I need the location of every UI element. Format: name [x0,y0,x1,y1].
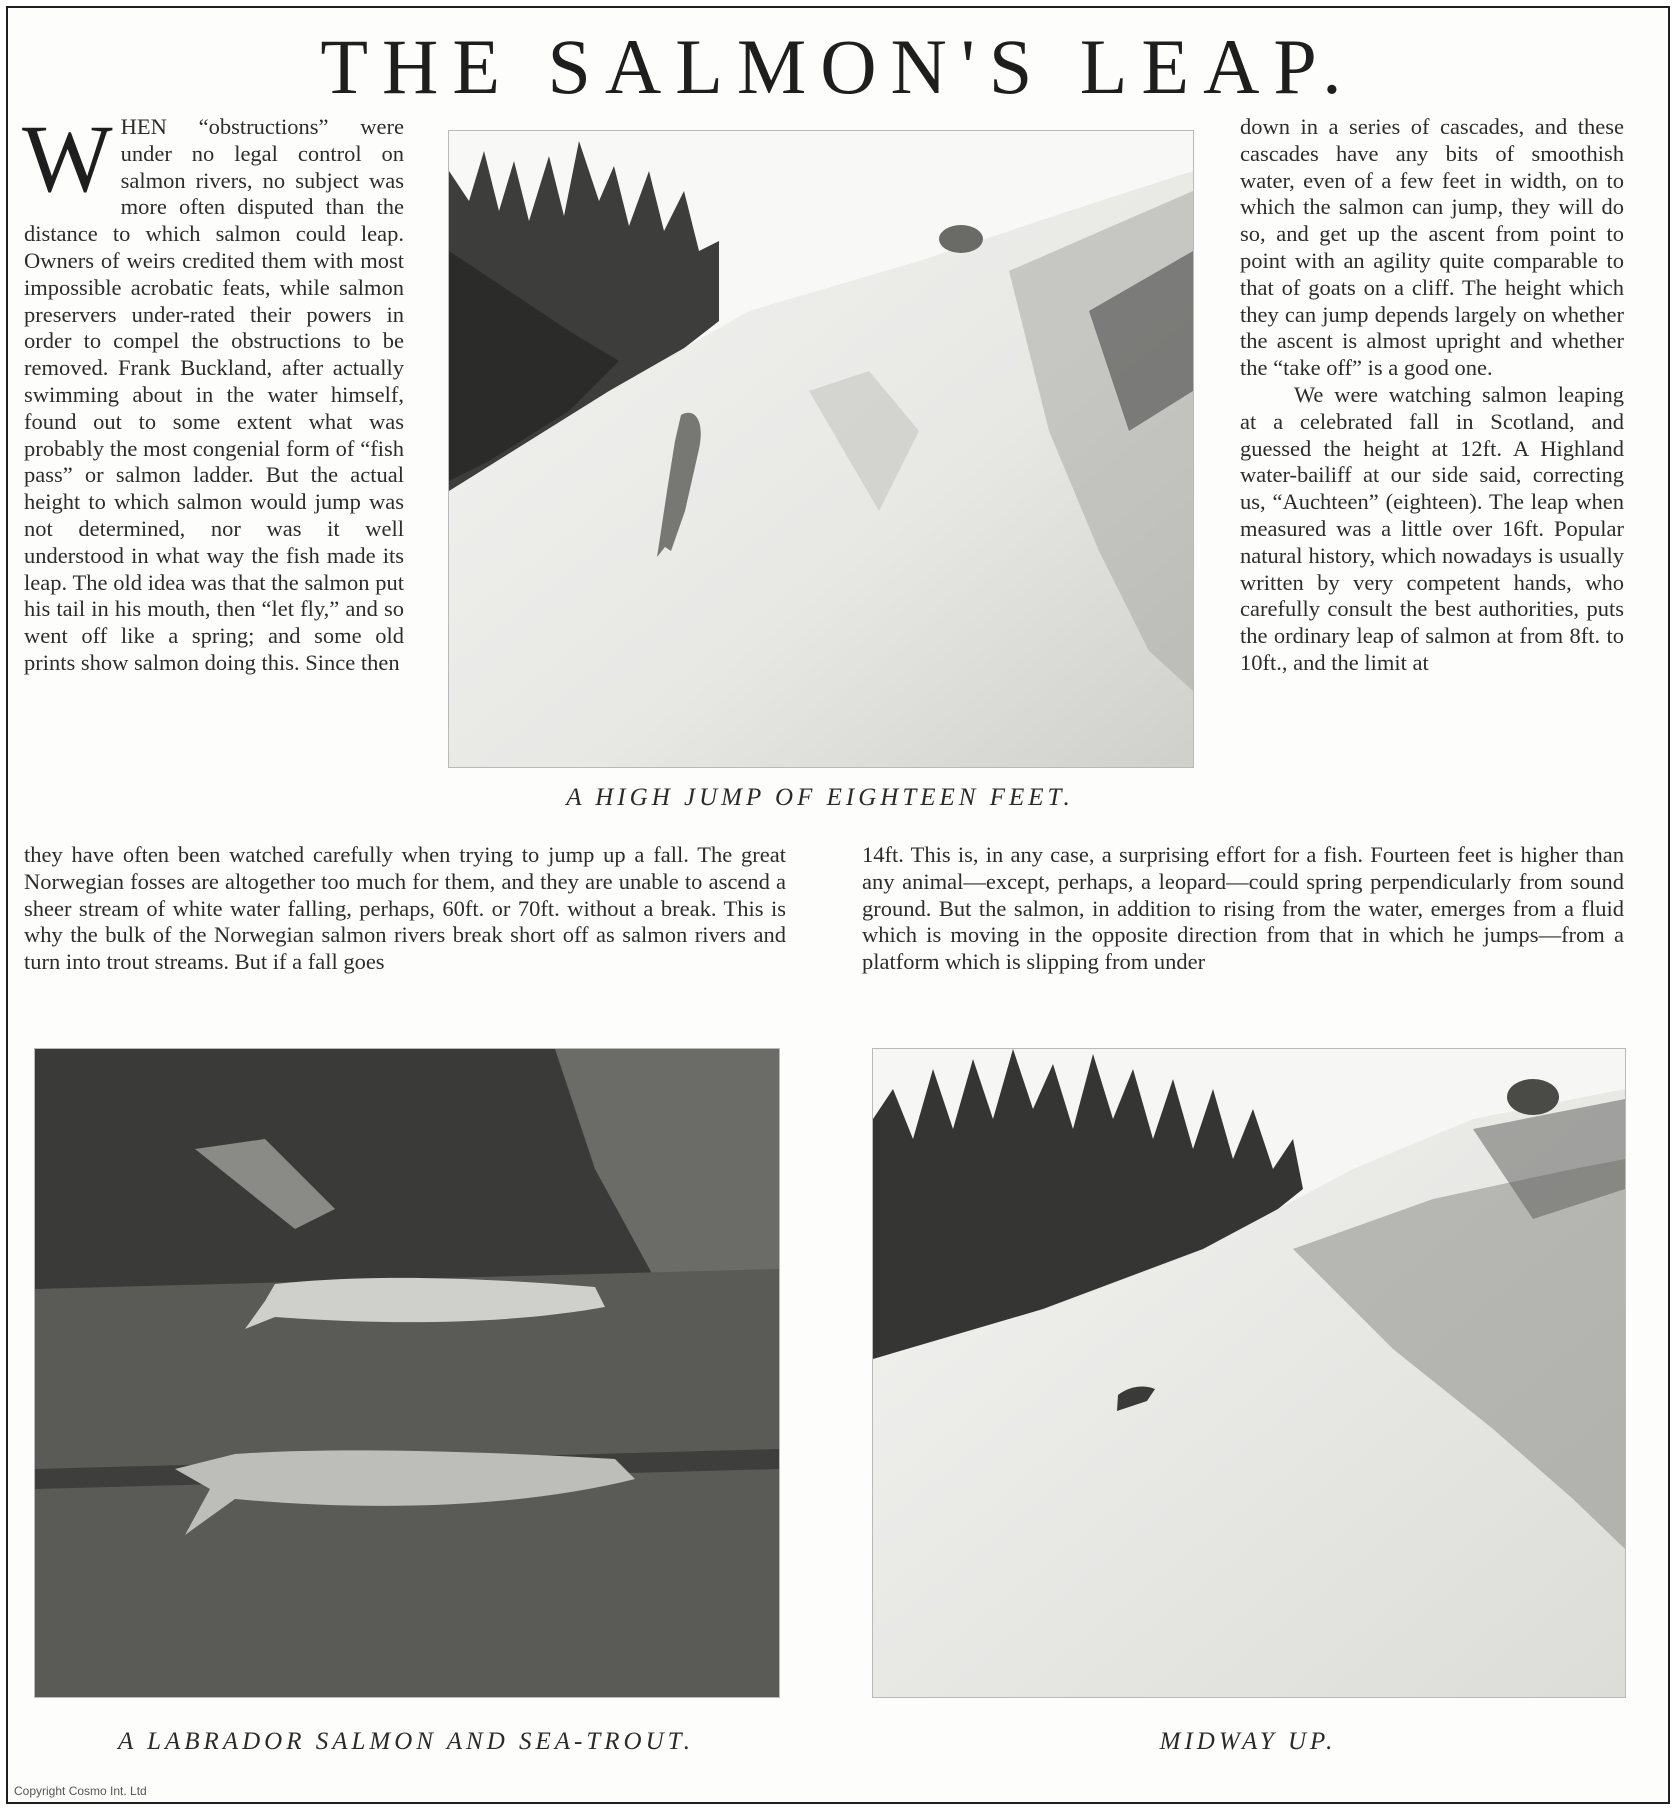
left-column-paragraph [22,105,404,677]
caption-labrador-salmon: A LABRADOR SALMON AND SEA-TROUT. [118,1728,694,1755]
right-column-paragraph-2: We were watching salmon leaping at a celebrated fall in Scotland, and guessed the height at 12ft. A Highland water-bailiff at our side said, correcting us, “Auchteen” (eighteen). The leap when measured was a little over 16ft. Popular natural history, which nowadays is usually written by very competent hands, who carefully consult the best authorities, puts the ordinary leap of salmon at from 8ft. to 10ft., and the limit at [1240,381,1624,675]
caption-midway-up: MIDWAY UP. [1159,1728,1337,1755]
left-column-text: HEN “obstructions” were under no legal control on salmon rivers, no subject was more often disputed than the distance to which salmon could leap. Owners of weirs credited them with most impossible acrobatic feats, while salmon preservers under-rated their powers in order to compel the obstructions to be removed. Frank Buckland, after actually swimming about in the water himself, found out to some extent what was probably the most congenial form of “fish pass” or salmon ladder. But the actual height to which salmon would jump was not determined, nor was it well understood in what way the fish made its leap. The old idea was that the salmon put his tail in his mouth, then “let fly,” and so went off like a spring; and some old prints show salmon doing this. Since then [24,114,404,675]
right-column-paragraph-1: down in a series of cascades, and these cascades have any bits of smoothish water, even of a few feet in width, on to which the salmon can jump, they will do so, and get up the ascent from point to point with an agility quite comparable to that of goats on a cliff. The height which they can jump depends largely on whether the ascent is almost upright and whether the “take off” is a good one. [1240,114,1624,381]
bottom-right-text: 14ft. This is, in any case, a surprising effort for a fish. Fourteen feet is higher than any animal—except, perhaps, a leopard—could spring perpendicularly from sound ground. But the salmon, in addition to rising from the water, emerges from a fluid which is moving in the opposite direction from that in which he jumps—from a platform which is slipping from under [862,842,1624,975]
photo-high-jump [448,130,1194,768]
caption-high-jump: A HIGH JUMP OF EIGHTEEN FEET. [566,784,1074,811]
bottom-left-text: they have often been watched carefully when trying to jump up a fall. The great Norwegian fosses are altogether too much for them, and they are unable to ascend a sheer stream of white water falling, perhaps, 60ft. or 70ft. without a break. This is why the bulk of the Norwegian salmon rivers break short off as salmon rivers and turn into trout streams. But if a fall goes [24,842,786,975]
photo-high-jump-image [449,131,1193,767]
copyright-notice: Copyright Cosmo Int. Ltd [14,1784,147,1798]
photo-midway-up-image [873,1049,1625,1697]
magazine-page [6,6,1670,1804]
drop-cap: W [22,105,113,212]
article-title: THE SALMON'S LEAP. [320,23,1356,110]
bottom-left-column [24,842,786,976]
photo-labrador-salmon [34,1048,780,1698]
left-column [22,105,404,677]
photo-labrador-salmon-image [35,1049,779,1697]
right-column [1240,114,1624,677]
photo-midway-up [872,1048,1626,1698]
bottom-right-column [862,842,1624,976]
